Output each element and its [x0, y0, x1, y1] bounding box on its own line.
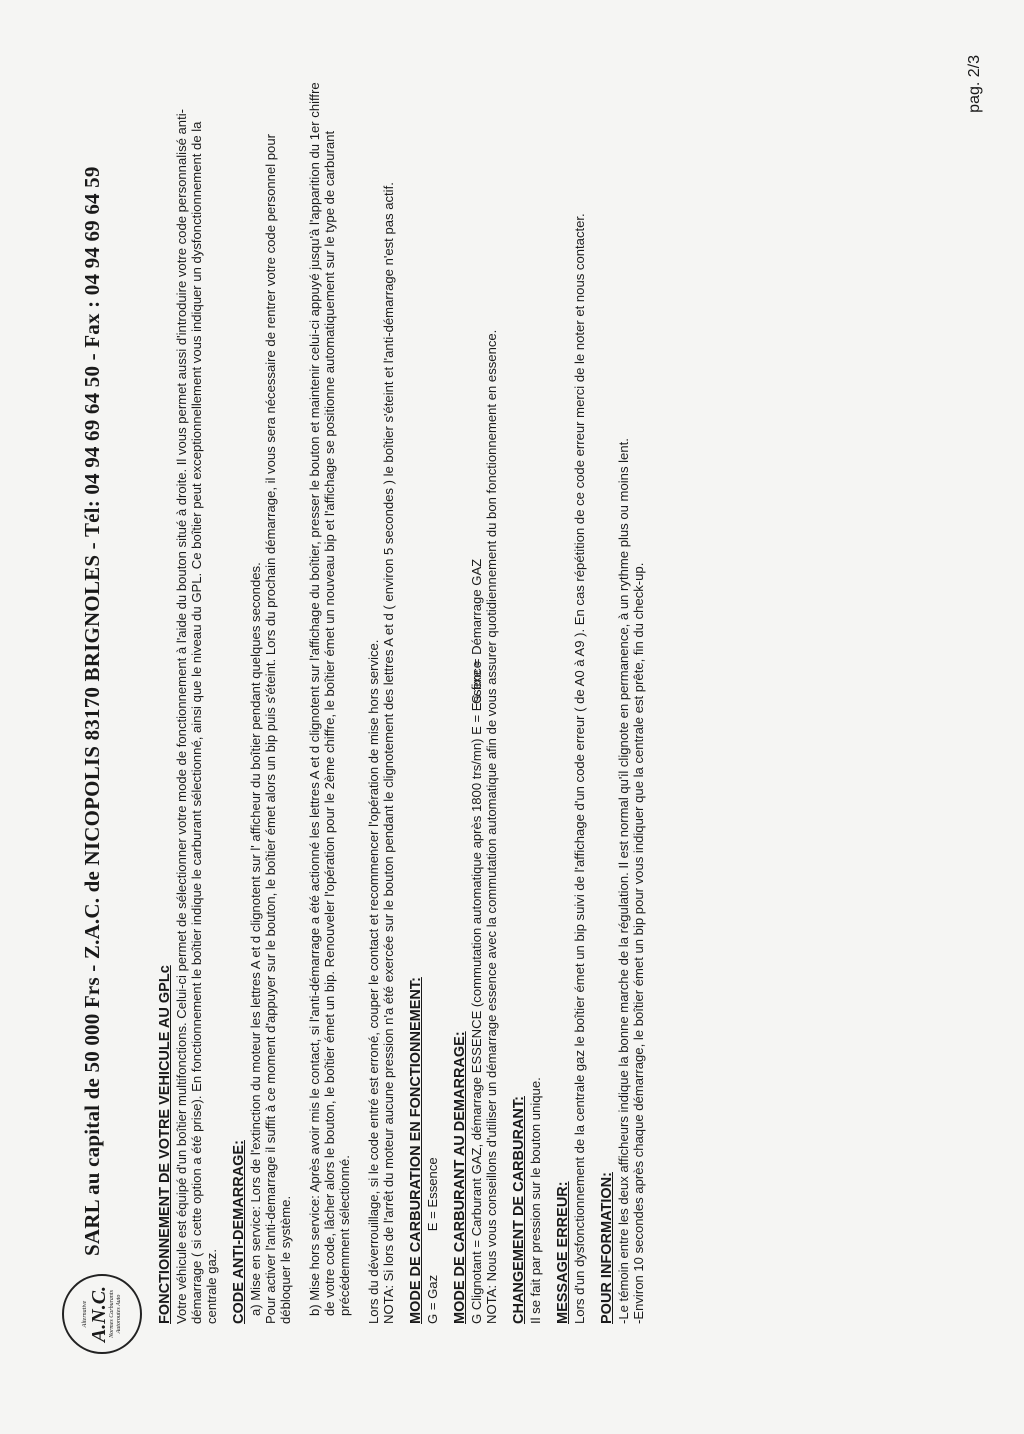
paragraph-changement: Il se fait par pression sur le bouton unique. [528, 1077, 543, 1324]
section-title-erreur: MESSAGE ERREUR: [555, 1181, 571, 1324]
paragraph-code-nota: NOTA: Si lors de l'arrêt du moteur aucune pression n'a été exercée sur le bouton pendant le clignotement des lettres A et d ( environ 5 secondes ) le boîtier s'éteint et l'anti-démarrage n'est pas actif. [381, 182, 396, 1324]
mode-list [425, 79, 440, 1324]
demarrage-row [469, 79, 484, 1324]
paragraph-demarrage-gfixe: G fixe = Démarrage GAZ [469, 558, 484, 704]
paragraph-code-a2: Pour activer l'anti-demarrage il suffit à ce moment d'appuyer sur le bouton, le boîtier émet alors un bip puis s'éteint. Lors du prochain démarrage, il vous sera nécessaire de rentrer votre code personnel pour débloquer le système. [263, 134, 293, 1324]
logo-top-text: Alternative [81, 1300, 88, 1328]
section-title-fonctionnement: FONCTIONNEMENT DE VOTRE VEHICULE AU GPLc [157, 965, 173, 1324]
letterhead [62, 34, 152, 1354]
section-title-code: CODE ANTI-DEMARRAGE: [231, 1140, 247, 1324]
paragraph-code-c: Lors du déverrouillage, si le code entré est erroné, couper le contact et recommencer l'opération de mise hors service. [366, 639, 381, 1324]
paragraph-demarrage-nota: NOTA: Nous vous conseillons d'utiliser un démarrage essence avec la commutation automatique afin de vous assurer quotidiennement du bon fonctionnement en essence. [484, 329, 499, 1324]
paragraph-erreur: Lors d'un dysfonctionnement de la centrale gaz le boîtier émet un bip suivi de l'affichage d'un code erreur ( de A0 à A9 ). En cas répétition de ce code erreur merci de le noter et nous contacter. [572, 213, 587, 1324]
company-info: SARL au capital de 50 000 Frs - Z.A.C. de NICOPOLIS 83170 BRIGNOLES - Tél: 04 94 69 64 50 - Fax : 04 94 69 64 59 [80, 166, 104, 1256]
section-title-info: POUR INFORMATION: [599, 1172, 615, 1324]
paragraph-fonctionnement: Votre véhicule est équipé d'un boîtier multifonctions. Celui-ci permet de sélectionner votre mode de fonctionnement à l'aide du bouton situé à droite. Il vous permet aussi d'introduire votre code personnalisé anti-démarrage ( si cette option a été prise). En fonctionnement le boîtier indique le carburant sélectionné, ainsi que le niveau du GPL. Ce boîtier peut exceptionnellement vous indiquer un dysfonctionnement de la centrale gaz. [174, 108, 219, 1324]
logo-line-2: Autoroutes Auto [115, 1294, 122, 1334]
section-title-demarrage: MODE DE CARBURANT AU DEMARRAGE: [452, 1031, 468, 1324]
section-title-changement: CHANGEMENT DE CARBURANT: [511, 1096, 527, 1324]
page-number: pag. 2/3 [966, 55, 983, 113]
document-body [145, 79, 646, 1324]
paragraph-info-2: -Environ 10 secondes après chaque démarrage, le boîtier émet un bip pour vous indiquer que la centrale est prête, fin du check-up. [631, 562, 646, 1324]
paragraph-code-a: a) Mise en service: Lors de l'extinction du moteur les lettres A et d clignotent sur l' afficheur du boîtier pendant quelques secondes. [248, 562, 263, 1316]
paragraph-demarrage-1: G Clignotant = Carburant GAZ, démarrage ESSENCE (commutation automatique après 1800 trs/mn) E = Essence [469, 661, 484, 1324]
logo-line-1: Normes Carburants [108, 1290, 115, 1338]
logo-name: A.N.C. [87, 1285, 110, 1343]
paragraph-code-b: b) Mise hors service: Après avoir mis le contact, si l'anti-démarrage a été actionné les lettres A et d clignotent sur l'affichage du boîtier, presser le bouton et maintenir celui-ci appuyé jusqu'à l'apparition du 1er chiffre de votre code, lâcher alors le bouton, le boîtier émet un bip. Renouveler l'opération pour le 2ème chiffre, le boîtier émet un nouveau bip et l'affichage se positionne automatiquement sur le type de carburant précédemment sélectionné. [307, 82, 352, 1316]
mode-essence: E = Essence [425, 1157, 440, 1232]
company-logo [62, 1274, 142, 1354]
paragraph-info-1: -Le témoin entre les deux afficheurs indique la bonne marche de la régulation. Il est normal qu'il clignote en permanence, à un rythme plus ou moins lent. [616, 438, 631, 1324]
section-title-mode: MODE DE CARBURATION EN FONCTIONNEMENT: [408, 977, 424, 1324]
mode-gaz: G = Gaz [425, 1274, 440, 1324]
